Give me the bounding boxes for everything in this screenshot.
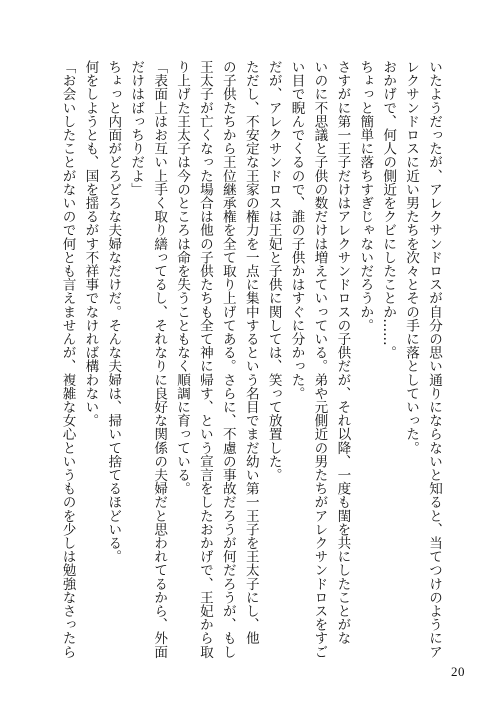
text-line: ただし、不安定な王家の権力を一点に集中するという名目でまだ幼い第一王子を王太子にし、他 — [242, 60, 259, 645]
text-line: の子供たちから王位継承権を全て取り上げてある。さらに、不慮の事故だろうが何だろうが、もし — [219, 60, 236, 659]
text-line: いのに不思議と子供の数だけは増えていっている。弟や元側近の男たちがアレクサンドロスをすご — [311, 60, 328, 659]
text-line: おかげで、何人の側近をクビにしたことか……。 — [380, 60, 397, 360]
text-line: ちょっと内面がどろどろな夫婦なだけだ。そんな夫婦は、掃いて捨てるほどいる。 — [105, 60, 122, 564]
text-line: ちょっと簡単に落ちすぎじゃないだろうか。 — [357, 60, 374, 332]
text-line: 何をしようとも、国を揺るがす不祥事でなければ構わない。 — [82, 60, 99, 428]
text-line: り上げた王太子は今のところは命を失うこともなく順調に育っている。 — [174, 60, 191, 496]
text-line: い目で睨んでくるので、誰の子供かはすぐに分かった。 — [288, 60, 305, 400]
text-line: 「表面上はお互い上手く取り繕ってるし、それなりに良好な関係の夫婦だと思われてるから、外面 — [151, 60, 168, 659]
text-line: いたようだったが、アレクサンドロスが自分の思い通りにならないと知ると、当てつけのようにア — [426, 60, 442, 659]
text-line: レクサンドロスに近い男たちを次々とその手に落としていった。 — [403, 60, 420, 455]
text-line: だが、アレクサンドロスは王妃と子供に関しては、笑って放置した。 — [265, 60, 282, 482]
text-line: だけはばっちりだよ」 — [128, 60, 145, 196]
vertical-text-body — [59, 60, 445, 659]
text-line: 「お会いしたことがないので何とも言えませんが、複雑な女心というものを少しは勉強なさったら — [59, 60, 76, 659]
page-number: 20 — [451, 664, 465, 679]
text-line: 王太子が亡くなった場合は他の子供たちも全て神に帰す、という宣言をしたおかげで、王妃から取 — [196, 60, 213, 659]
text-line: さすがに第一王子だけはアレクサンドロスの子供だが、それ以降、一度も閨を共にしたことがな — [334, 60, 351, 645]
